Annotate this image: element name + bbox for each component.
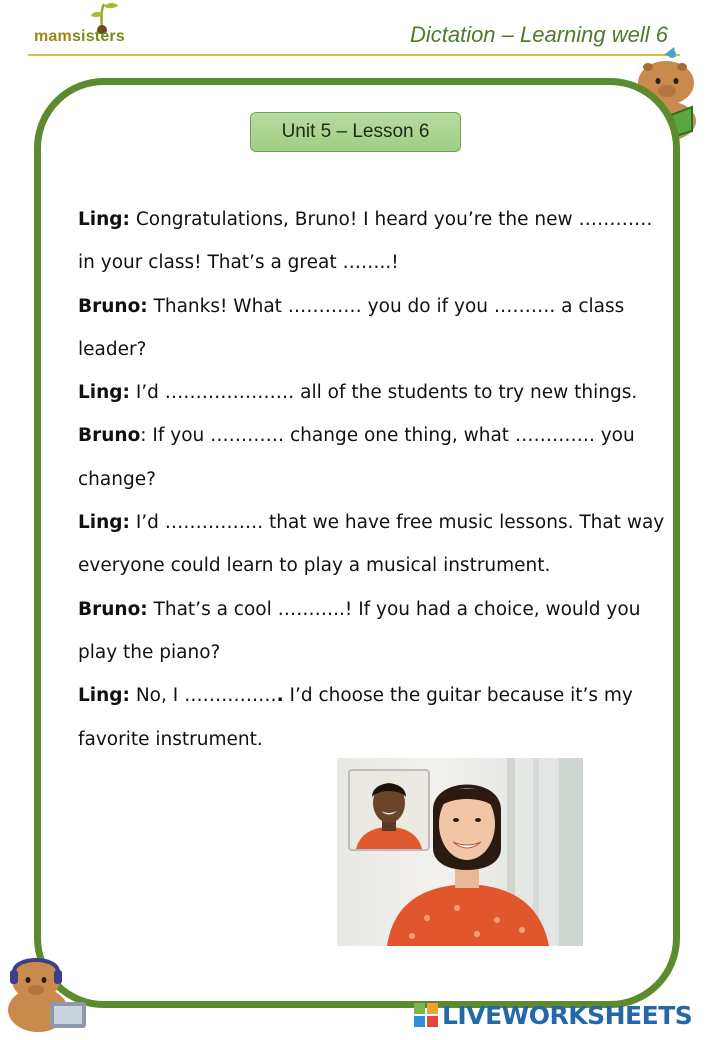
speaker-label: Ling: <box>78 382 130 404</box>
dialogue-text-span: That’s a cool ………..! If you had a choice, would you <box>147 598 641 620</box>
speaker-label: Bruno <box>78 425 141 447</box>
lesson-badge: Unit 5 – Lesson 6 <box>250 112 461 152</box>
liveworksheets-logo[interactable] <box>414 1000 692 1030</box>
dialogue-line <box>78 241 678 284</box>
speaker-label: Bruno: <box>78 598 148 620</box>
dialogue-text-span: No, I …………… <box>129 685 277 707</box>
dialogue-text-span: everyone could learn to play a musical instrument. <box>78 555 551 577</box>
speaker-label: Ling: <box>78 209 130 230</box>
dialogue-line <box>78 631 678 674</box>
dialogue-line <box>78 458 678 501</box>
dialogue-line <box>78 285 678 328</box>
speaker-label: Ling: <box>78 512 130 534</box>
dialogue-text-span: I’d choose the guitar because it’s my <box>283 685 633 707</box>
page-title: Dictation – Learning well 6 <box>409 22 668 47</box>
dialogue-text-span: I’d ……………. that we have free music lessons. That way <box>129 512 665 534</box>
dialogue-text-span: favorite instrument. <box>78 728 263 750</box>
dialogue-text-span: play the piano? <box>78 641 221 663</box>
dialogue-text-span: leader? <box>78 338 147 360</box>
dialogue-text-span: Congratulations, Bruno! I heard you’re the new ………… <box>129 209 653 230</box>
speaker-label: Ling: <box>78 685 130 707</box>
liveworksheets-brand: LIVEWORKSHEETS <box>442 1000 693 1030</box>
bold-period: . <box>276 685 284 707</box>
speaker-label: Bruno: <box>78 295 148 317</box>
boy-figure <box>350 771 428 849</box>
dialogue-text-span: I’d ………………… all of the students to try new things. <box>129 382 638 404</box>
logo-text: mamsisters <box>34 28 125 45</box>
dialogue-line <box>78 328 678 371</box>
boy-inset-photo <box>348 769 430 851</box>
dialogue-text-span: in your class! That’s a great ……..! <box>78 252 399 274</box>
dialogue-text <box>78 198 678 761</box>
dialogue-line <box>78 674 678 717</box>
header-divider <box>28 54 680 56</box>
dialogue-text-span: change? <box>78 468 156 490</box>
dialogue-line <box>78 198 678 241</box>
liveworksheets-icon <box>414 1003 438 1027</box>
dialogue-line <box>78 371 678 414</box>
dialogue-line <box>78 544 678 587</box>
dialogue-text-span: Thanks! What ………… you do if you ………. a class <box>147 295 625 317</box>
dialogue-line <box>78 414 678 457</box>
dialogue-line <box>78 588 678 631</box>
capybara-laptop-icon <box>2 952 92 1036</box>
dialogue-line <box>78 501 678 544</box>
dialogue-text-span: : If you ………… change one thing, what …………. you <box>140 425 635 447</box>
dialogue-line <box>78 718 678 761</box>
